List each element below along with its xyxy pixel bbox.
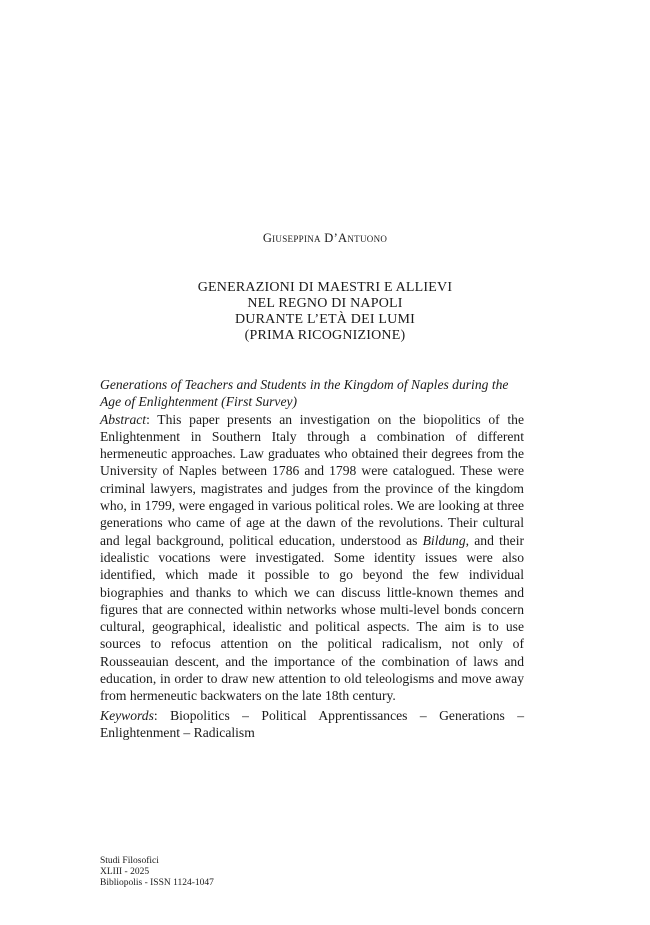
keywords-text: : Biopolitics – Political Apprentissances – Generations – Enlightenment – Radicalism: [100, 707, 524, 740]
author-name: Giuseppina D’Antuono: [262, 231, 388, 245]
journal-info: [100, 856, 214, 889]
abstract-paragraph: [100, 411, 524, 705]
keywords-label: Keywords: [100, 707, 154, 723]
abstract-bildung: Bildung: [422, 532, 466, 548]
title-line: (PRIMA RICOGNIZIONE): [244, 328, 406, 343]
title-line: DURANTE L’ETÀ DEI LUMI: [234, 312, 416, 327]
article-title: [100, 280, 550, 344]
english-title: Generations of Teachers and Students in the Kingdom of Naples during the Age of Enlightenment (First Survey): [100, 377, 509, 410]
abstract-text-2: , and their idealistic vocations were investigated. Some identity issues were also identified, which made it possible to go beyond the few individual biographies and thanks to which we can discuss little-known themes and figures that are connected within networks whose multi-level bonds concern cultural, geographical, idealistic and political aspects. The aim is to use sources to refocus attention on the political radicalism, not only of Rousseauian descent, and the importance of the combination of laws and education, in order to draw new attention to old teleologisms and move away from hermeneutic backwaters on the late 18th century.: [100, 532, 525, 704]
keywords-paragraph: [100, 707, 524, 742]
abstract-section: [100, 376, 524, 741]
journal-publisher: Bibliopolis - ISSN 1124-1047: [100, 878, 214, 888]
abstract-label: Abstract: [100, 411, 147, 427]
title-line: NEL REGNO DI NAPOLI: [247, 296, 403, 311]
title-line: GENERAZIONI DI MAESTRI E ALLIEVI: [197, 280, 453, 295]
journal-volume: XLIII - 2025: [100, 867, 150, 877]
journal-name: Studi Filosofici: [100, 856, 159, 866]
abstract-text-1: : This paper presents an investigation on the biopolitics of the Enlightenment in Southern Italy through a combination of different hermeneutic approaches. Law graduates who obtained their degrees from the University of Naples between 1786 and 1798 were catalogued. These were criminal lawyers, magistrates and judges from the province of the kingdom who, in 1799, were engaged in various political roles. We are looking at three generations who came of age at the dawn of the revolutions. Their cultural and legal background, political education, understood as: [100, 411, 524, 548]
